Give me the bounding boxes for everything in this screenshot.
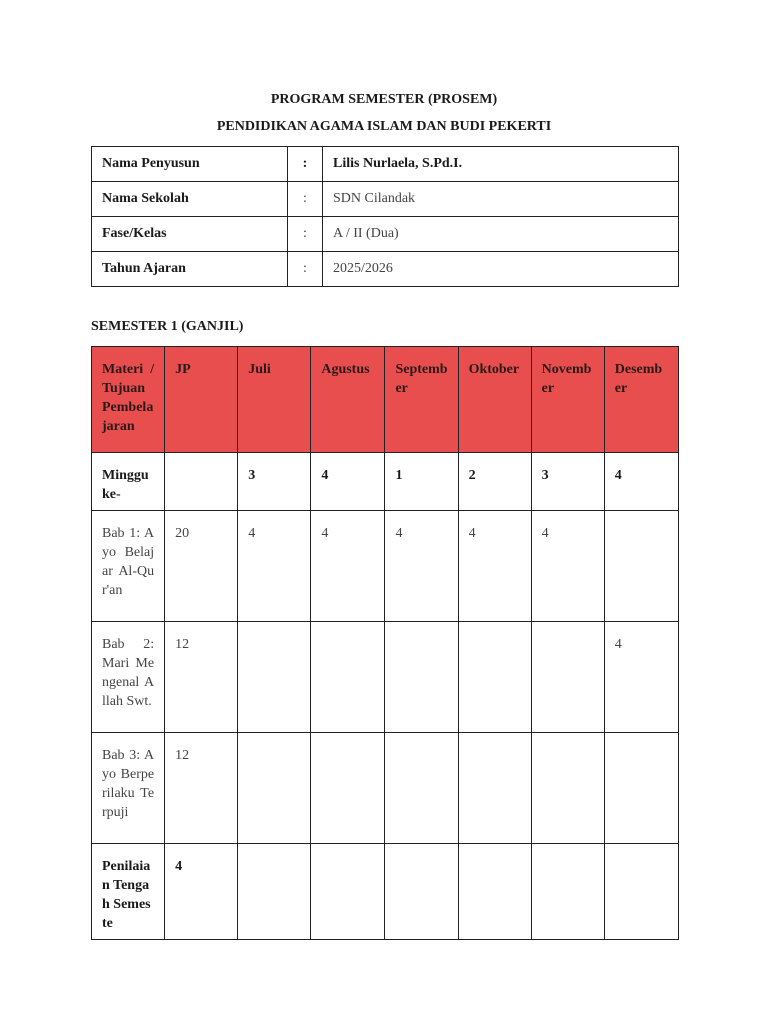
- info-value: 2025/2026: [323, 252, 679, 287]
- identity-table: [91, 146, 679, 287]
- table-row: [92, 622, 679, 733]
- column-header: Juli: [238, 347, 311, 453]
- cell-value: [311, 622, 385, 733]
- table-row: [92, 733, 679, 844]
- cell-materi: Minggu ke-: [92, 453, 165, 511]
- cell-value: [385, 733, 458, 844]
- cell-value: [238, 622, 311, 733]
- cell-jp: [165, 453, 238, 511]
- column-header: JP: [165, 347, 238, 453]
- cell-value: 4: [311, 453, 385, 511]
- info-label: Fase/Kelas: [92, 217, 288, 252]
- cell-value: 4: [385, 511, 458, 622]
- info-separator: :: [288, 252, 323, 287]
- cell-materi: Bab 1: Ayo Belajar Al-Qur'an: [92, 511, 165, 622]
- cell-value: [604, 511, 678, 622]
- cell-value: 2: [458, 453, 531, 511]
- cell-value: [385, 622, 458, 733]
- cell-value: [311, 733, 385, 844]
- cell-value: [311, 844, 385, 940]
- cell-value: [238, 733, 311, 844]
- info-label: Nama Sekolah: [92, 182, 288, 217]
- cell-value: 4: [311, 511, 385, 622]
- cell-value: 3: [238, 453, 311, 511]
- cell-value: [531, 622, 604, 733]
- cell-materi: Bab 2: Mari Mengenal Allah Swt.: [92, 622, 165, 733]
- info-label: Nama Penyusun: [92, 147, 288, 182]
- column-header: Oktober: [458, 347, 531, 453]
- cell-value: 3: [531, 453, 604, 511]
- cell-value: [238, 844, 311, 940]
- cell-value: 4: [604, 453, 678, 511]
- table-row: [92, 844, 679, 940]
- info-separator: :: [288, 147, 323, 182]
- table-header-row: [92, 347, 679, 453]
- cell-value: 4: [238, 511, 311, 622]
- table-row: [92, 147, 679, 182]
- info-value: A / II (Dua): [323, 217, 679, 252]
- info-separator: :: [288, 182, 323, 217]
- cell-value: [458, 733, 531, 844]
- cell-materi: Bab 3: Ayo Berperilaku Terpuji: [92, 733, 165, 844]
- cell-value: [385, 844, 458, 940]
- table-row: [92, 453, 679, 511]
- document-title: PROGRAM SEMESTER (PROSEM): [270, 92, 498, 107]
- document-subtitle: PENDIDIKAN AGAMA ISLAM DAN BUDI PEKERTI: [216, 119, 552, 134]
- table-row: [92, 511, 679, 622]
- cell-value: [458, 844, 531, 940]
- table-row: [92, 252, 679, 287]
- cell-value: 4: [604, 622, 678, 733]
- column-header: September: [385, 347, 458, 453]
- column-header: November: [531, 347, 604, 453]
- cell-value: [531, 844, 604, 940]
- cell-value: [458, 622, 531, 733]
- cell-value: 1: [385, 453, 458, 511]
- cell-value: [604, 844, 678, 940]
- cell-jp: 4: [165, 844, 238, 940]
- cell-value: 4: [458, 511, 531, 622]
- column-header: Agustus: [311, 347, 385, 453]
- info-label: Tahun Ajaran: [92, 252, 288, 287]
- cell-value: 4: [531, 511, 604, 622]
- cell-value: [531, 733, 604, 844]
- column-header: Desember: [604, 347, 678, 453]
- column-header: Materi / Tujuan Pembelajaran: [92, 347, 165, 453]
- cell-jp: 20: [165, 511, 238, 622]
- info-separator: :: [288, 217, 323, 252]
- semester-heading: SEMESTER 1 (GANJIL): [91, 319, 244, 334]
- cell-materi: Penilaian Tengah Semeste: [92, 844, 165, 940]
- cell-value: [604, 733, 678, 844]
- table-row: [92, 182, 679, 217]
- cell-jp: 12: [165, 733, 238, 844]
- info-value: SDN Cilandak: [323, 182, 679, 217]
- cell-jp: 12: [165, 622, 238, 733]
- schedule-table: [91, 346, 679, 940]
- info-value: Lilis Nurlaela, S.Pd.I.: [323, 147, 679, 182]
- table-row: [92, 217, 679, 252]
